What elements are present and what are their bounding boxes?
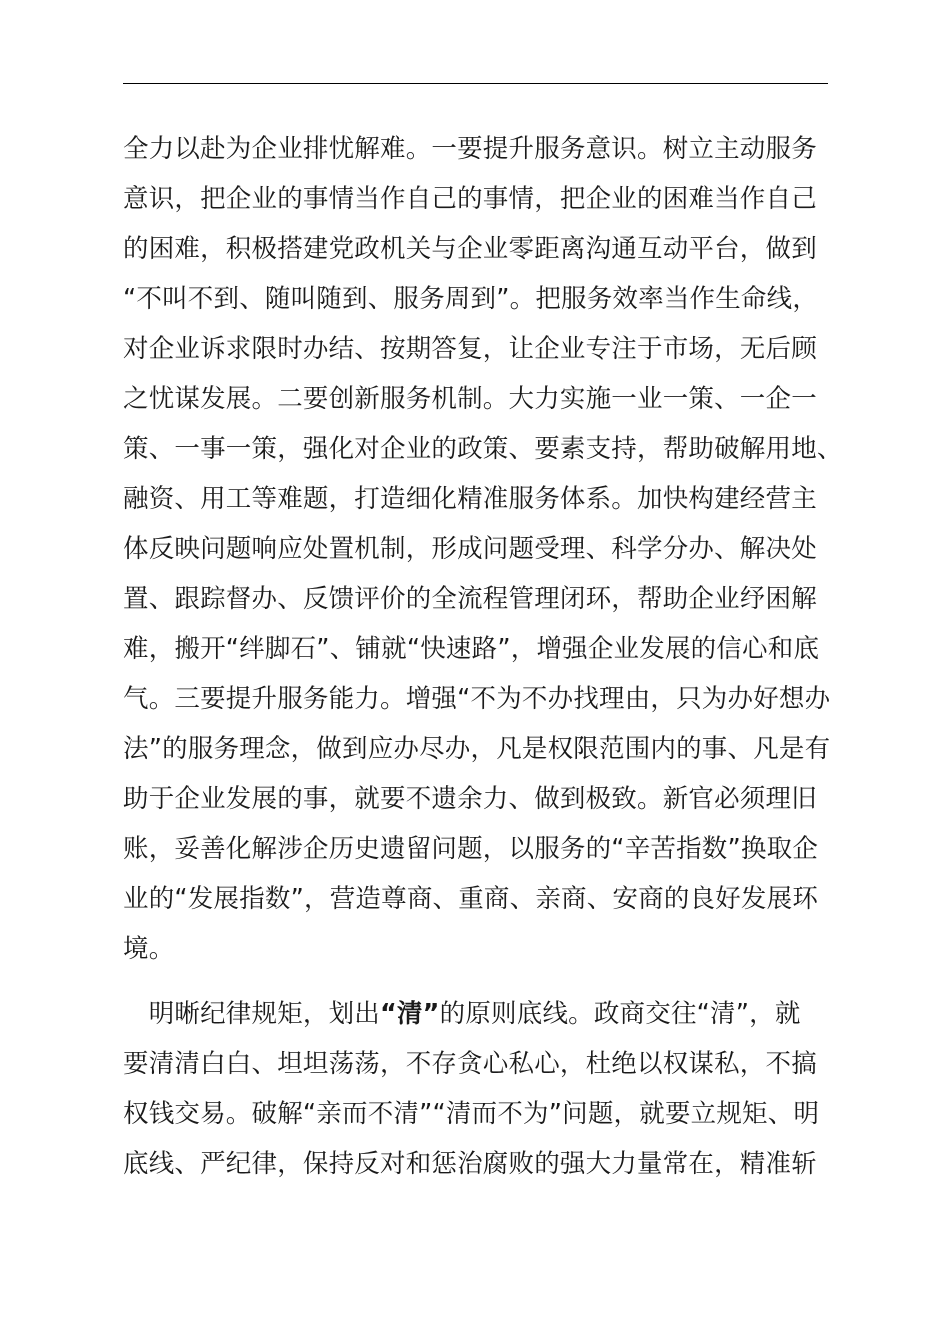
text-line: 难，搬开“绊脚石”、铺就“快速路”，增强企业发展的信心和底 <box>123 634 820 664</box>
text-line: 业的“发展指数”，营造尊商、重商、亲商、安商的良好发展环 <box>123 884 819 914</box>
text-line: 策、一事一策，强化对企业的政策、要素支持，帮助破解用地、 <box>123 434 843 464</box>
text-line: 对企业诉求限时办结、按期答复，让企业专注于市场，无后顾 <box>123 334 817 364</box>
text-line: 助于企业发展的事，就要不遗余力、做到极致。新官必须理旧 <box>123 784 817 814</box>
text-line: 全力以赴为企业排忧解难。一要提升服务意识。树立主动服务 <box>123 134 817 164</box>
text-line <box>123 989 843 1039</box>
line-text-end: 的原则底线。政商交往“清”，就 <box>439 999 801 1029</box>
text-line: 体反映问题响应处置机制，形成问题受理、科学分办、解决处 <box>123 534 817 564</box>
text-line: 气。三要提升服务能力。增强“不为不办找理由，只为办好想办 <box>123 684 831 714</box>
text-line: 底线、严纪律，保持反对和惩治腐败的强大力量常在，精准斩 <box>123 1149 817 1179</box>
text-line: 法”的服务理念，做到应办尽办，凡是权限范围内的事、凡是有 <box>123 734 831 764</box>
text-line: 账，妥善化解涉企历史遗留问题，以服务的“辛苦指数”换取企 <box>123 834 819 864</box>
header-rule <box>123 83 828 84</box>
text-line: 要清清白白、坦坦荡荡，不存贪心私心，杜绝以权谋私，不搞 <box>123 1049 817 1079</box>
text-line: 权钱交易。破解“亲而不清”“清而不为”问题，就要立规矩、明 <box>123 1099 820 1129</box>
text-line: 的困难，积极搭建党政机关与企业零距离沟通互动平台，做到 <box>123 234 817 264</box>
text-line: 之忧谋发展。二要创新服务机制。大力实施一业一策、一企一 <box>123 384 817 414</box>
text-line: 境。 <box>123 934 175 964</box>
text-line: 置、跟踪督办、反馈评价的全流程管理闭环，帮助企业纾困解 <box>123 584 817 614</box>
text-line: “不叫不到、随叫随到、服务周到”。把服务效率当作生命线， <box>123 284 819 314</box>
line-text-start: 明晰纪律规矩，划出 <box>123 999 381 1029</box>
bold-quote-qing: “清” <box>380 999 440 1029</box>
text-line: 意识，把企业的事情当作自己的事情，把企业的困难当作自己 <box>123 184 817 214</box>
text-line: 融资、用工等难题，打造细化精准服务体系。加快构建经营主 <box>123 484 817 514</box>
